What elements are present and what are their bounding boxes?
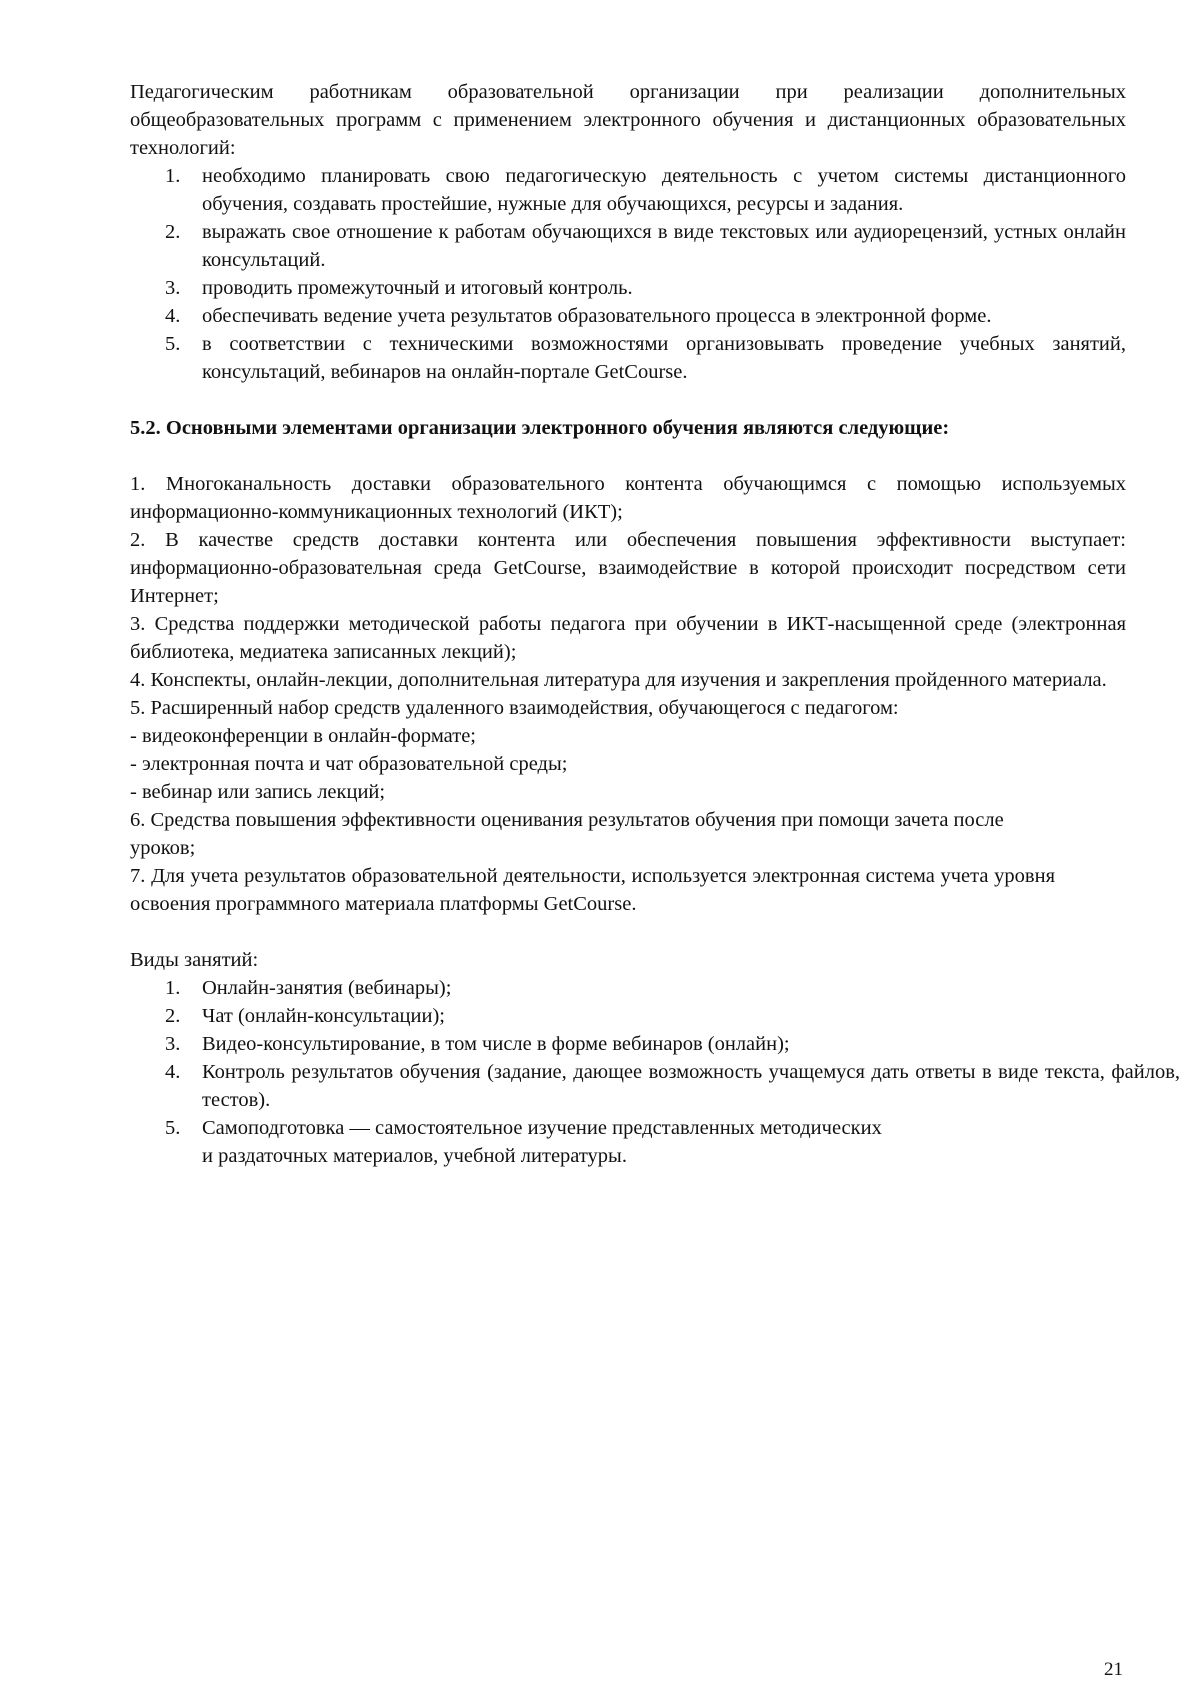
list-number: 2. [165,221,181,243]
spacer [130,918,1126,946]
list-number: 5. [165,333,181,355]
list-item-text: проводить промежуточный и итоговый контроль. [202,277,633,299]
bullet-item: - видеоконференции в онлайн-формате; [130,725,477,747]
list-item-text: выражать свое отношение к работам обучающихся в виде текстовых или аудиорецензий, устных онлайн консультаций. [202,221,1126,271]
list-item [130,974,1180,1002]
list-item-text: обеспечивать ведение учета результатов образовательного процесса в электронной форме. [202,305,992,327]
section-paragraph: 3. Средства поддержки методической работы педагога при обучении в ИКТ-насыщенной среде (электронная библиотека, медиатека записанных лекций); [130,613,1126,663]
list-item [130,274,1126,302]
list-item-text: и раздаточных материалов, учебной литературы. [202,1145,627,1167]
lesson-types-title: Виды занятий: [130,949,259,971]
list-item [130,218,1126,274]
bullet-item: - электронная почта и чат образовательной среды; [130,753,568,775]
list-item-text: Самоподготовка — самостоятельное изучение представленных методических [202,1117,882,1139]
list-item [130,302,1126,330]
teacher-duties-list [130,162,1126,386]
section-heading: 5.2. Основными элементами организации электронного обучения являются следующие: [130,417,950,439]
section-paragraph: 4. Конспекты, онлайн-лекции, дополнительная литература для изучения и закрепления пройденного материала. [130,669,1107,691]
list-item-text: в соответствии с техническими возможностями организовывать проведение учебных занятий, консультаций, вебинаров на онлайн-портале GetCourse. [202,333,1126,383]
list-item [130,1002,1180,1030]
list-item-text: Видео-консультирование, в том числе в форме вебинаров (онлайн); [202,1033,790,1055]
list-item [130,1030,1180,1058]
list-number: 3. [165,277,181,299]
list-number: 4. [165,305,181,327]
list-number: 1. [165,977,181,999]
section-paragraph: 1. Многоканальность доставки образовательного контента обучающимся с помощью используемых информационно-коммуникационных технологий (ИКТ); [130,473,1126,523]
section-paragraph: 7. Для учета результатов образовательной деятельности, используется электронная система учета уровня освоения программного материала платформы GetCourse. [130,865,1055,915]
section-paragraph: 6. Средства повышения эффективности оценивания результатов обучения при помощи зачета после уроков; [130,809,1004,859]
document-page [130,78,1180,1170]
list-item [130,1114,1180,1170]
list-item [130,1058,1180,1114]
page-number: 21 [1104,1659,1123,1680]
bullet-item: - вебинар или запись лекций; [130,781,386,803]
list-item-text: Контроль результатов обучения (задание, дающее возможность учащемуся дать ответы в виде текста, файлов, тестов). [202,1061,1180,1111]
list-item-text: необходимо планировать свою педагогическую деятельность с учетом системы дистанционного обучения, создавать простейшие, нужные для обучающихся, ресурсы и задания. [202,165,1126,215]
list-item [130,330,1126,386]
list-item [130,162,1126,218]
intro-paragraph: Педагогическим работникам образовательной организации при реализации дополнительных общеобразовательных программ с применением электронного обучения и дистанционных образовательных технологий: [130,81,1126,159]
list-number: 1. [165,165,181,187]
lesson-types-list [130,974,1180,1170]
list-number: 3. [165,1033,181,1055]
list-item-text: Чат (онлайн-консультации); [202,1005,445,1027]
list-number: 2. [165,1005,181,1027]
list-item-text: Онлайн-занятия (вебинары); [202,977,452,999]
list-number: 4. [165,1061,181,1083]
section-paragraph: 2. В качестве средств доставки контента или обеспечения повышения эффективности выступает: информационно-образовательная среда GetCourse, взаимодействие в которой происходит посредством сети Интернет; [130,529,1126,607]
section-paragraph: 5. Расширенный набор средств удаленного взаимодействия, обучающегося с педагогом: [130,697,899,719]
list-number: 5. [165,1117,181,1139]
